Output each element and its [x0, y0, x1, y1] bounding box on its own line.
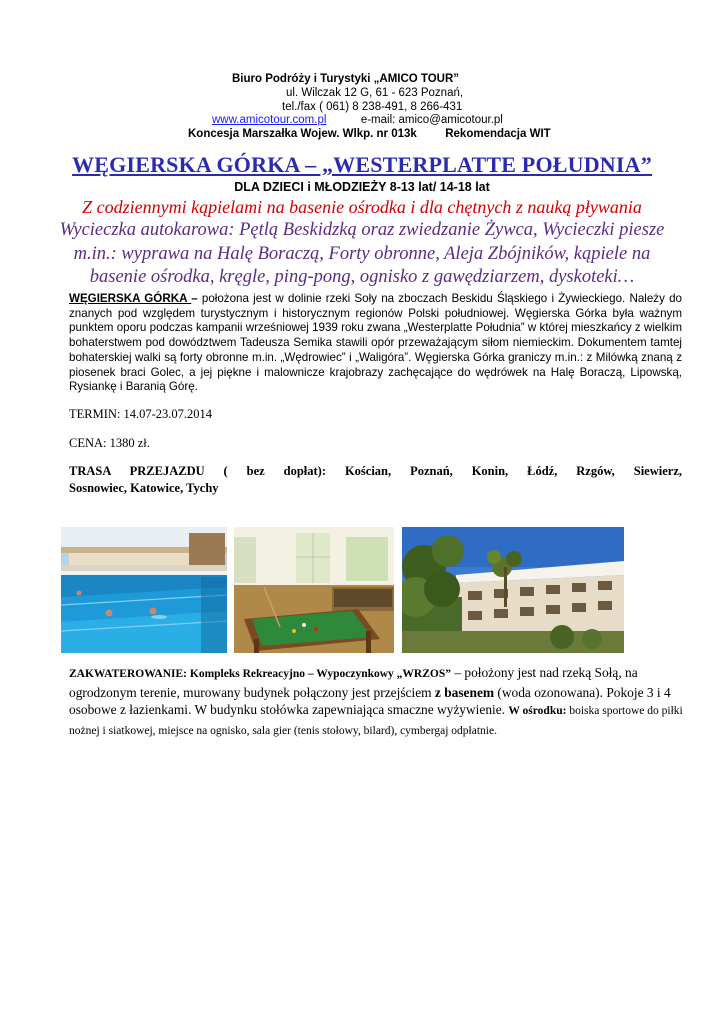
pool-photo	[61, 527, 227, 653]
price: CENA: 1380 zł.	[69, 436, 150, 450]
route	[69, 463, 682, 497]
website-link[interactable]: www.amicotour.com.pl	[212, 114, 327, 126]
description-text: położona jest w dolinie rzeki Soły na zboczach Beskidu Śląskiego i Żywieckiego. Należy do znanych pod względem turystycznym i historycznym regionów Polski południowej. Węgierska Górka była ważnym punktem oporu podczas kampanii wrześniowej 1939 roku zwana „Westerplatte Południa” w której mieszkańcy z wielkim bohaterstwem pod dowództwem Tadeusza Semika stawili opór przeważającym siłom niemieckim. Dokumentem tamtej bohaterskiej walki są forty obronne m.in. „Wędrowiec” i „Waligóra”. Węgierska Górka graniczy m.in.: z Milówką znaną z piosenek braci Golec, a jej piękne i malownicze krajobrazy zachęcające do wędrówek na Halę Boraczą, Lipowską, Rysiankę i Baranią Górę.	[69, 292, 682, 394]
term-dates: TERMIN: 14.07-23.07.2014	[69, 407, 213, 421]
agency-licenses	[188, 127, 551, 141]
highlight-purple-line: Wycieczka autokarowa: Pętlą Beskidzką oraz zwiedzanie Żywca, Wycieczki piesze	[59, 220, 665, 240]
concession-text: Koncesja Marszałka Wojew. Wlkp. nr 013k	[188, 128, 417, 140]
email-text: e-mail: amico@amicotour.pl	[360, 114, 503, 126]
recommendation-text: Rekomendacja WIT	[445, 128, 551, 140]
accommodation-pool: z basenem	[434, 684, 495, 700]
agency-address: ul. Wilczak 12 G, 61 - 623 Poznań,	[286, 87, 464, 99]
route-line: Sosnowiec, Katowice, Tychy	[69, 481, 219, 495]
accommodation-paragraph	[69, 664, 689, 740]
page-subtitle: DLA DZIECI i MŁODZIEŻY 8-13 lat/ 14-18 lat	[234, 180, 490, 194]
route-line: TRASA PRZEJAZDU ( bez dopłat): Kościan, Poznań, Konin, Łódź, Rzgów, Siewierz,	[69, 464, 682, 478]
description-dash: –	[191, 292, 202, 305]
building-photo	[402, 527, 624, 653]
billiard-photo	[234, 527, 394, 653]
page-title: WĘGIERSKA GÓRKA – „WESTERPLATTE POŁUDNIA”	[72, 152, 652, 177]
description-lead: WĘGIERSKA GÓRKA	[69, 292, 192, 305]
agency-name: Biuro Podróży i Turystyki „AMICO TOUR”	[232, 73, 460, 85]
accommodation-label: ZAKWATEROWANIE: Kompleks Rekreacyjno – Wypoczynkowy „WRZOS”	[69, 668, 451, 680]
accommodation-facilities: boiska sportowe do piłki nożnej i siatkowej, miejsce na ognisko, sala gier (tenis stołowy, bilard), cymbergaj odpłatnie.	[69, 705, 683, 737]
description-paragraph	[69, 292, 682, 395]
agency-phone: tel./fax ( 061) 8 238-491, 8 266-431	[282, 101, 463, 113]
agency-contact	[212, 113, 503, 127]
accommodation-text: (woda ozonowana). Pokoje 3 i 4 osobowe z łazienkami. W budynku stołówka zapewniająca smaczne wyżywienie.	[69, 684, 671, 717]
highlight-purple-line: basenie ośrodka, kręgle, ping-pong, ognisko z gawędziarzem, dyskoteki…	[89, 267, 635, 287]
highlight-red: Z codziennymi kąpielami na basenie ośrodka i dla chętnych z nauką pływania	[82, 197, 642, 217]
accommodation-text: – położony jest nad rzeką Sołą, na ogrodzonym terenie, murowany budynek połączony jest przejściem	[69, 665, 638, 700]
highlight-purple-line: m.in.: wyprawa na Halę Boraczą, Forty obronne, Aleja Zbójników, kąpiele na	[73, 244, 651, 264]
accommodation-facilities-label: W ośrodku:	[508, 705, 567, 717]
